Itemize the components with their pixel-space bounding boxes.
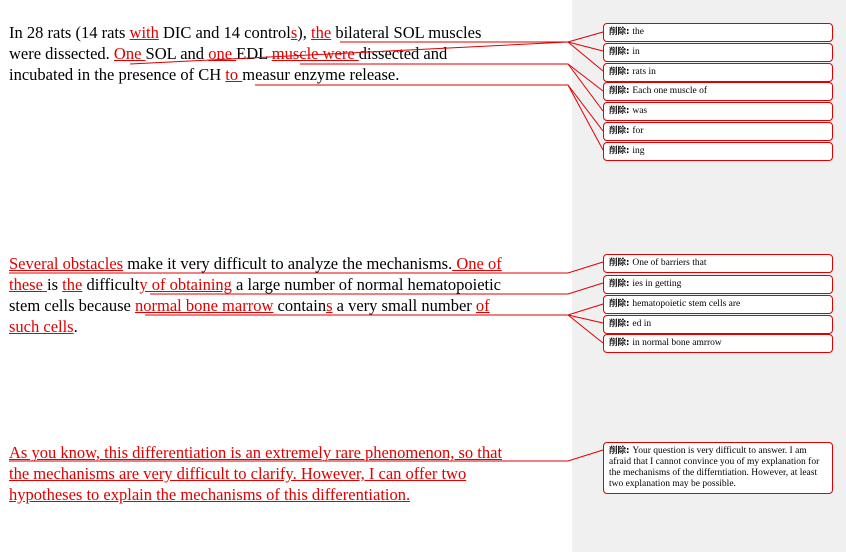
text-run: a large number of normal hematopoietic [231,275,502,294]
inserted-text: As you know, this differentiation is an extremely rare phenomenon, so that [9,443,503,462]
inserted-text: One of [452,254,502,273]
deletion-balloon[interactable] [603,254,833,273]
deletion-balloon[interactable] [603,275,833,294]
deletion-label: 削除: [609,319,633,329]
deletion-label: 削除: [609,446,633,456]
inserted-text: the mechanisms are very difficult to clarify. However, I can offer two [9,464,467,483]
text-run: bilateral SOL muscles [331,23,482,42]
text-run: make it very difficult to analyze the mechanisms [123,254,449,273]
text-run: were dissected. [9,44,114,63]
text-run: DIC and 14 [158,23,245,42]
paragraph-3[interactable] [9,442,569,505]
deleted-text: ing [632,146,645,156]
paragraph-3-line-3 [9,484,569,505]
text-run: enzyme release. [289,65,400,84]
paragraph-1-line-1 [9,22,569,43]
text-run: EDL [236,44,272,63]
deleted-text: ed in [632,319,652,329]
deleted-text: rats in [632,67,656,77]
inserted-text: such cells [9,317,74,336]
paragraph-3-line-1 [9,442,569,463]
inserted-text: y of obtaining [139,275,232,294]
inserted-text: with [129,23,159,42]
paragraph-1-line-2 [9,43,569,64]
paragraph-2[interactable] [9,253,569,337]
deletion-label: 削除: [609,106,633,116]
deletion-label: 削除: [609,126,633,136]
text-run: incubated in the presence of CH [9,65,226,84]
text-run: a very small number [332,296,476,315]
inserted-text: the [311,23,332,42]
deletion-balloon[interactable] [603,63,833,82]
text-run: dissected and [358,44,448,63]
inserted-text: to [225,65,243,84]
inserted-text: One [113,44,146,63]
inserted-text: hypotheses to explain the mechanisms of this differentiation. [9,485,411,504]
text-run: . [73,317,78,336]
text-run: SOL and [145,44,209,63]
text-run: . [448,254,453,273]
inserted-text: s [290,23,298,42]
paragraph-1-line-3 [9,64,569,85]
deletion-label: 削除: [609,279,633,289]
text-run: contain [273,296,327,315]
text-run: control [244,23,291,42]
deletion-balloon[interactable] [603,102,833,121]
text-run: is [47,275,63,294]
text-run: measur [242,65,290,84]
inserted-text: of [475,296,490,315]
inserted-text: these [9,275,48,294]
deletion-balloon[interactable] [603,142,833,161]
deletion-balloon[interactable] [603,334,833,353]
text-run: ), [297,23,312,42]
deleted-text: ies in getting [632,279,682,289]
deletion-label: 削除: [609,86,633,96]
deleted-text: hematopoietic stem cells are [632,299,741,309]
paragraph-1[interactable] [9,22,569,85]
deletion-balloon[interactable] [603,43,833,62]
deletion-balloon[interactable] [603,295,833,314]
deletion-label: 削除: [609,146,633,156]
deletion-label: 削除: [609,338,633,348]
inserted-text: muscle were [271,44,359,63]
text-run: In [9,23,27,42]
inserted-text: s [326,296,333,315]
deletion-balloon[interactable] [603,315,833,334]
deleted-text: in normal bone amrrow [632,338,722,348]
deletion-balloon[interactable] [603,23,833,42]
text-run: stem cells because [9,296,135,315]
deleted-text: Your question is very difficult to answer. I am afraid that I cannot convince you of my explanation for the mechanisms of the differntiation. However, at least two explanation may be possible. [609,446,820,489]
deletion-label: 削除: [609,67,633,77]
deleted-text: One of barriers that [632,258,707,268]
inserted-text: one [208,44,237,63]
text-run: difficult [82,275,140,294]
paragraph-2-line-3 [9,295,569,316]
deletion-balloon[interactable] [603,442,833,494]
deletion-label: 削除: [609,47,633,57]
text-run: 28 rats (14 rats [26,23,130,42]
paragraph-2-line-2 [9,274,569,295]
inserted-text: normal bone marrow [135,296,274,315]
deleted-text: the [632,27,644,37]
deletion-label: 削除: [609,27,633,37]
deleted-text: in [632,47,640,57]
deletion-balloon[interactable] [603,82,833,101]
deletion-balloon[interactable] [603,122,833,141]
deletion-label: 削除: [609,299,633,309]
paragraph-2-line-1 [9,253,569,274]
inserted-text: the [62,275,83,294]
paragraph-2-line-4 [9,316,569,337]
paragraph-3-line-2 [9,463,569,484]
deletion-label: 削除: [609,258,633,268]
deleted-text: was [632,106,648,116]
inserted-text: Several obstacles [9,254,124,273]
deleted-text: for [632,126,644,136]
deleted-text: Each one muscle of [632,86,708,96]
